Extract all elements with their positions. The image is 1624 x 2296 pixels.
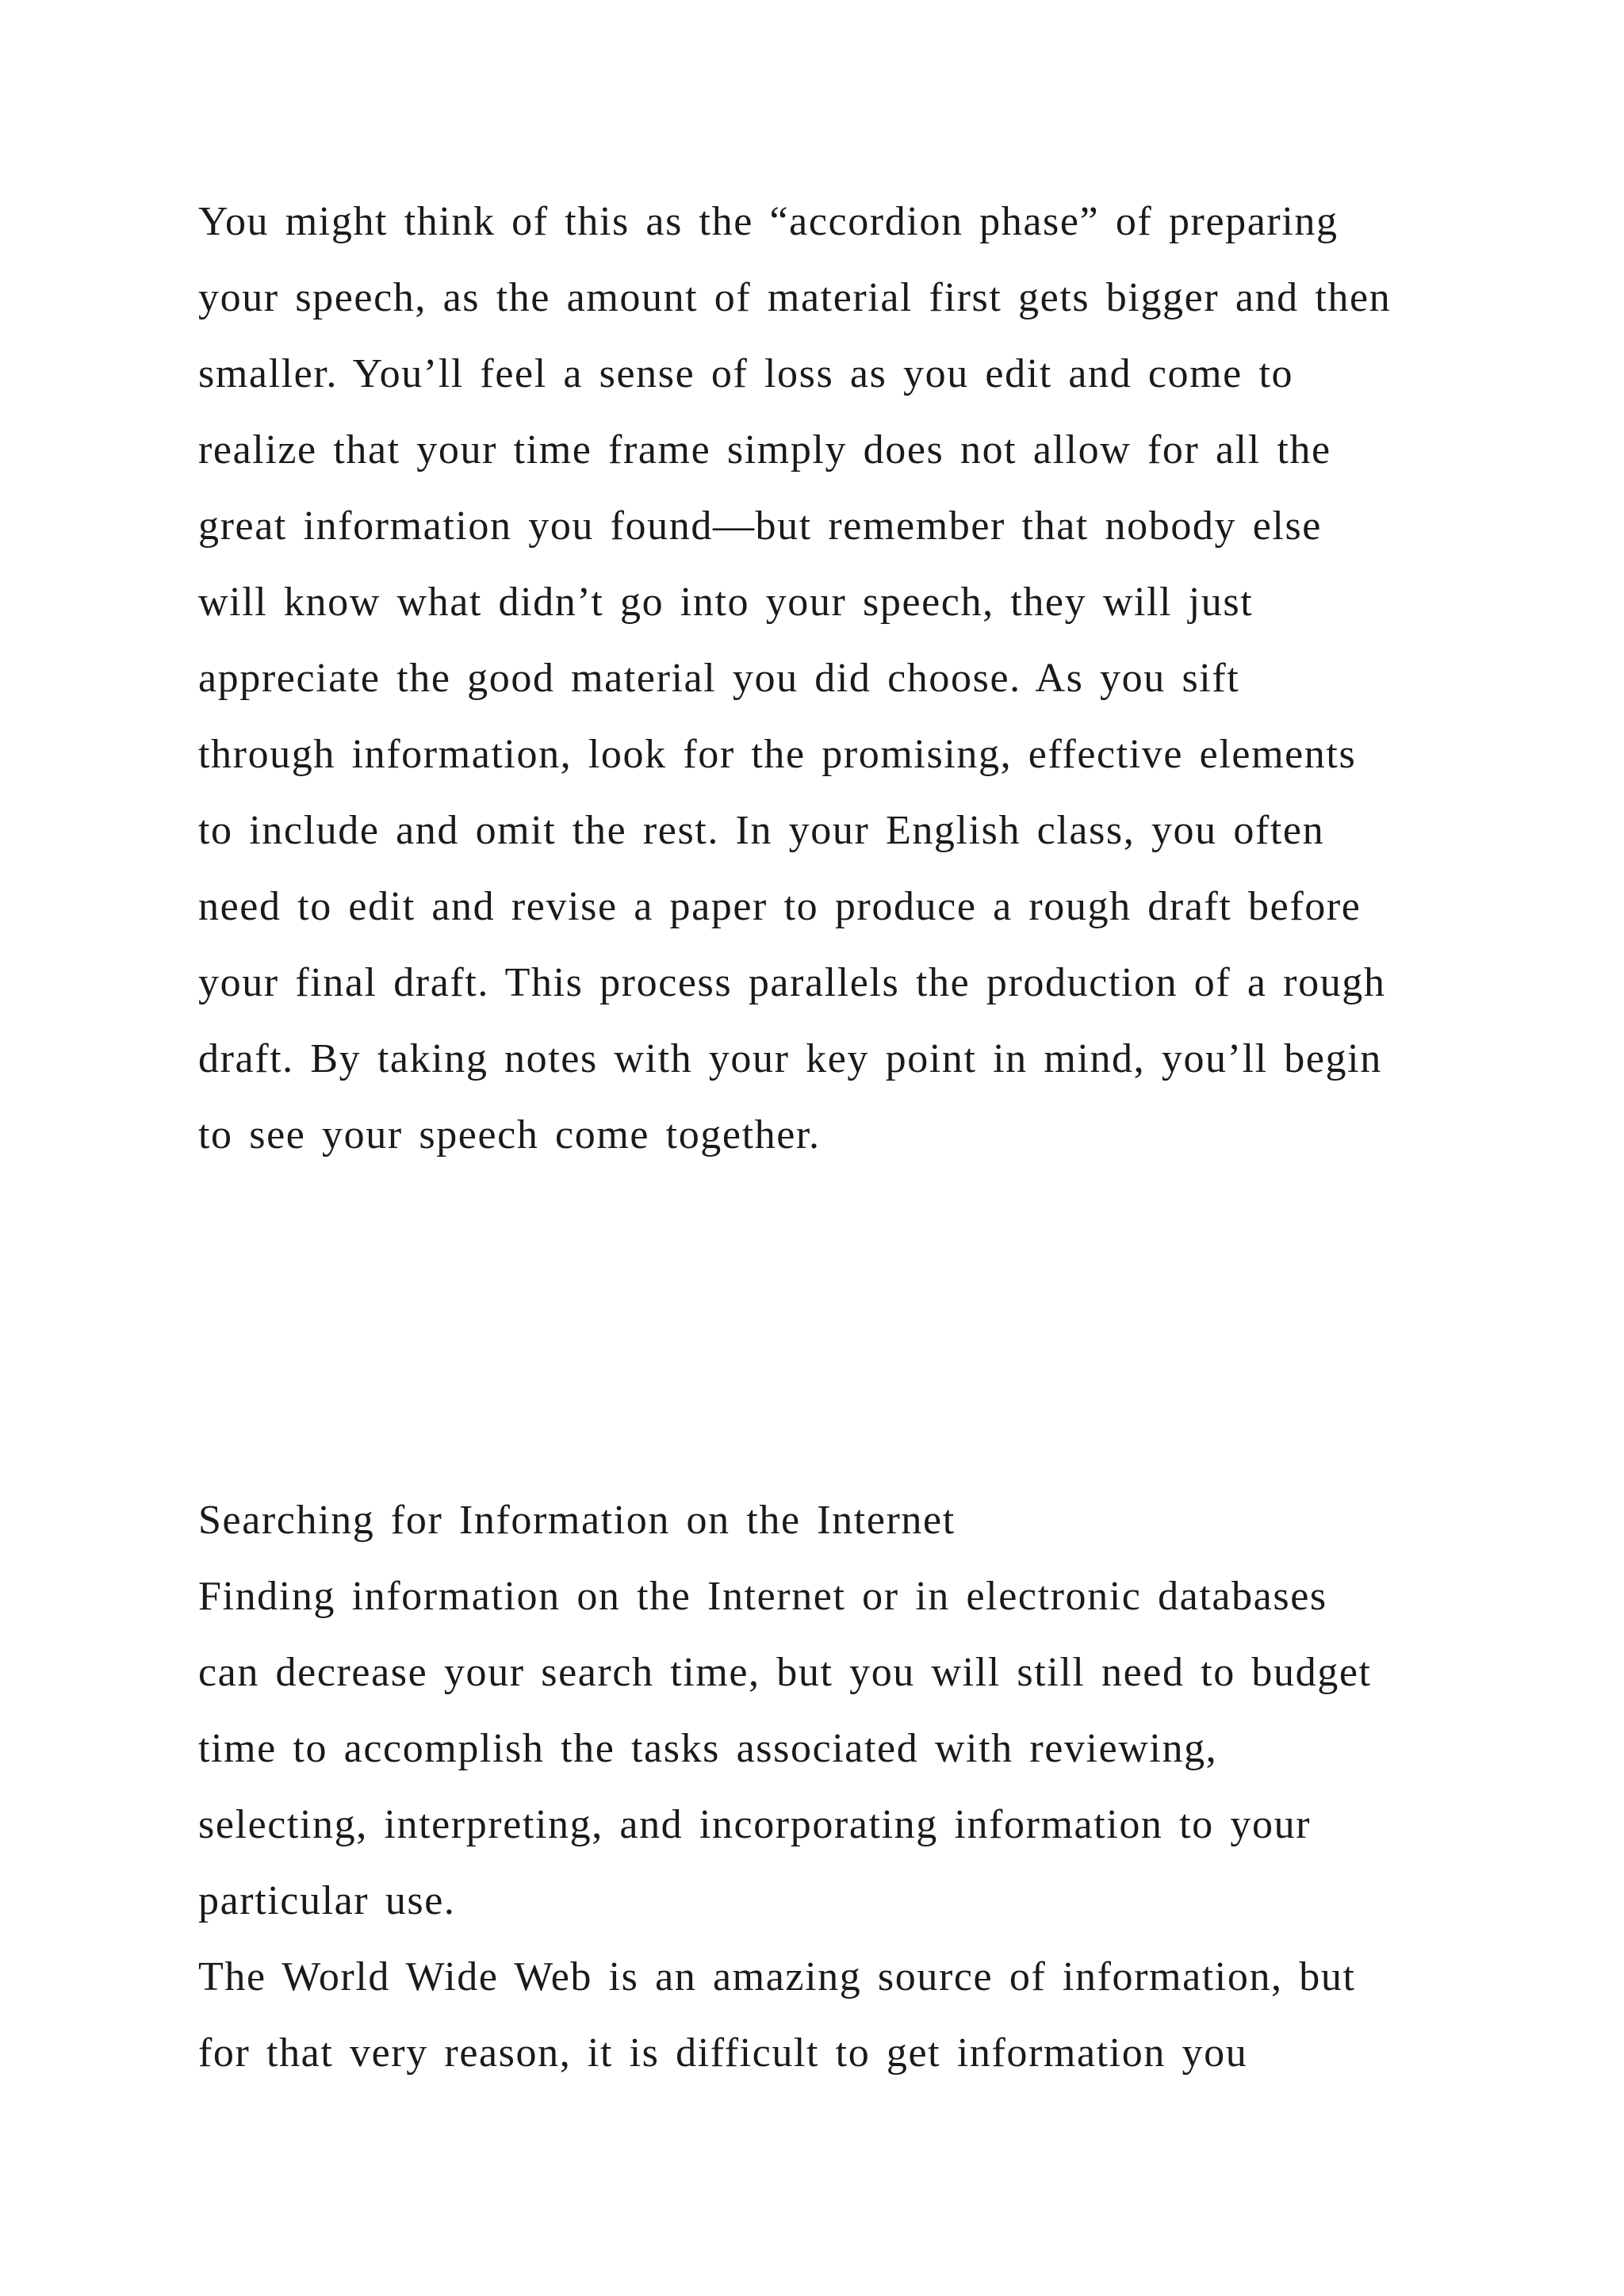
text-line: your speech, as the amount of material first gets bigger and then bbox=[198, 275, 1392, 320]
text-line: realize that your time frame simply does not allow for all the bbox=[198, 427, 1331, 473]
text-line: great information you found—but remember that nobody else bbox=[198, 503, 1322, 549]
text-line: your final draft. This process parallels the production of a rough bbox=[198, 960, 1386, 1005]
text-line: The World Wide Web is an amazing source of information, but bbox=[198, 1954, 1356, 1999]
text-line: will know what didn’t go into your speech, they will just bbox=[198, 580, 1254, 625]
text-line: appreciate the good material you did choose. As you sift bbox=[198, 656, 1240, 701]
section-heading: Searching for Information on the Internet bbox=[198, 1498, 956, 1543]
text-line: selecting, interpreting, and incorporating information to your bbox=[198, 1802, 1312, 1847]
text-line: through information, look for the promising, effective elements bbox=[198, 732, 1357, 777]
text-line: draft. By taking notes with your key point in mind, you’ll begin bbox=[198, 1036, 1382, 1081]
text-line: can decrease your search time, but you will still need to budget bbox=[198, 1650, 1372, 1695]
text-line: You might think of this as the “accordion phase” of preparing bbox=[198, 199, 1339, 244]
text-line: need to edit and revise a paper to produce a rough draft before bbox=[198, 884, 1362, 929]
text-line: to see your speech come together. bbox=[198, 1112, 821, 1158]
text-line: Finding information on the Internet or in electronic databases bbox=[198, 1574, 1327, 1619]
text-line: to include and omit the rest. In your English class, you often bbox=[198, 808, 1325, 853]
text-line: particular use. bbox=[198, 1878, 456, 1923]
text-line: smaller. You’ll feel a sense of loss as you edit and come to bbox=[198, 351, 1294, 396]
text-line: time to accomplish the tasks associated with reviewing, bbox=[198, 1726, 1218, 1771]
text-line: for that very reason, it is difficult to get information you bbox=[198, 2030, 1248, 2076]
